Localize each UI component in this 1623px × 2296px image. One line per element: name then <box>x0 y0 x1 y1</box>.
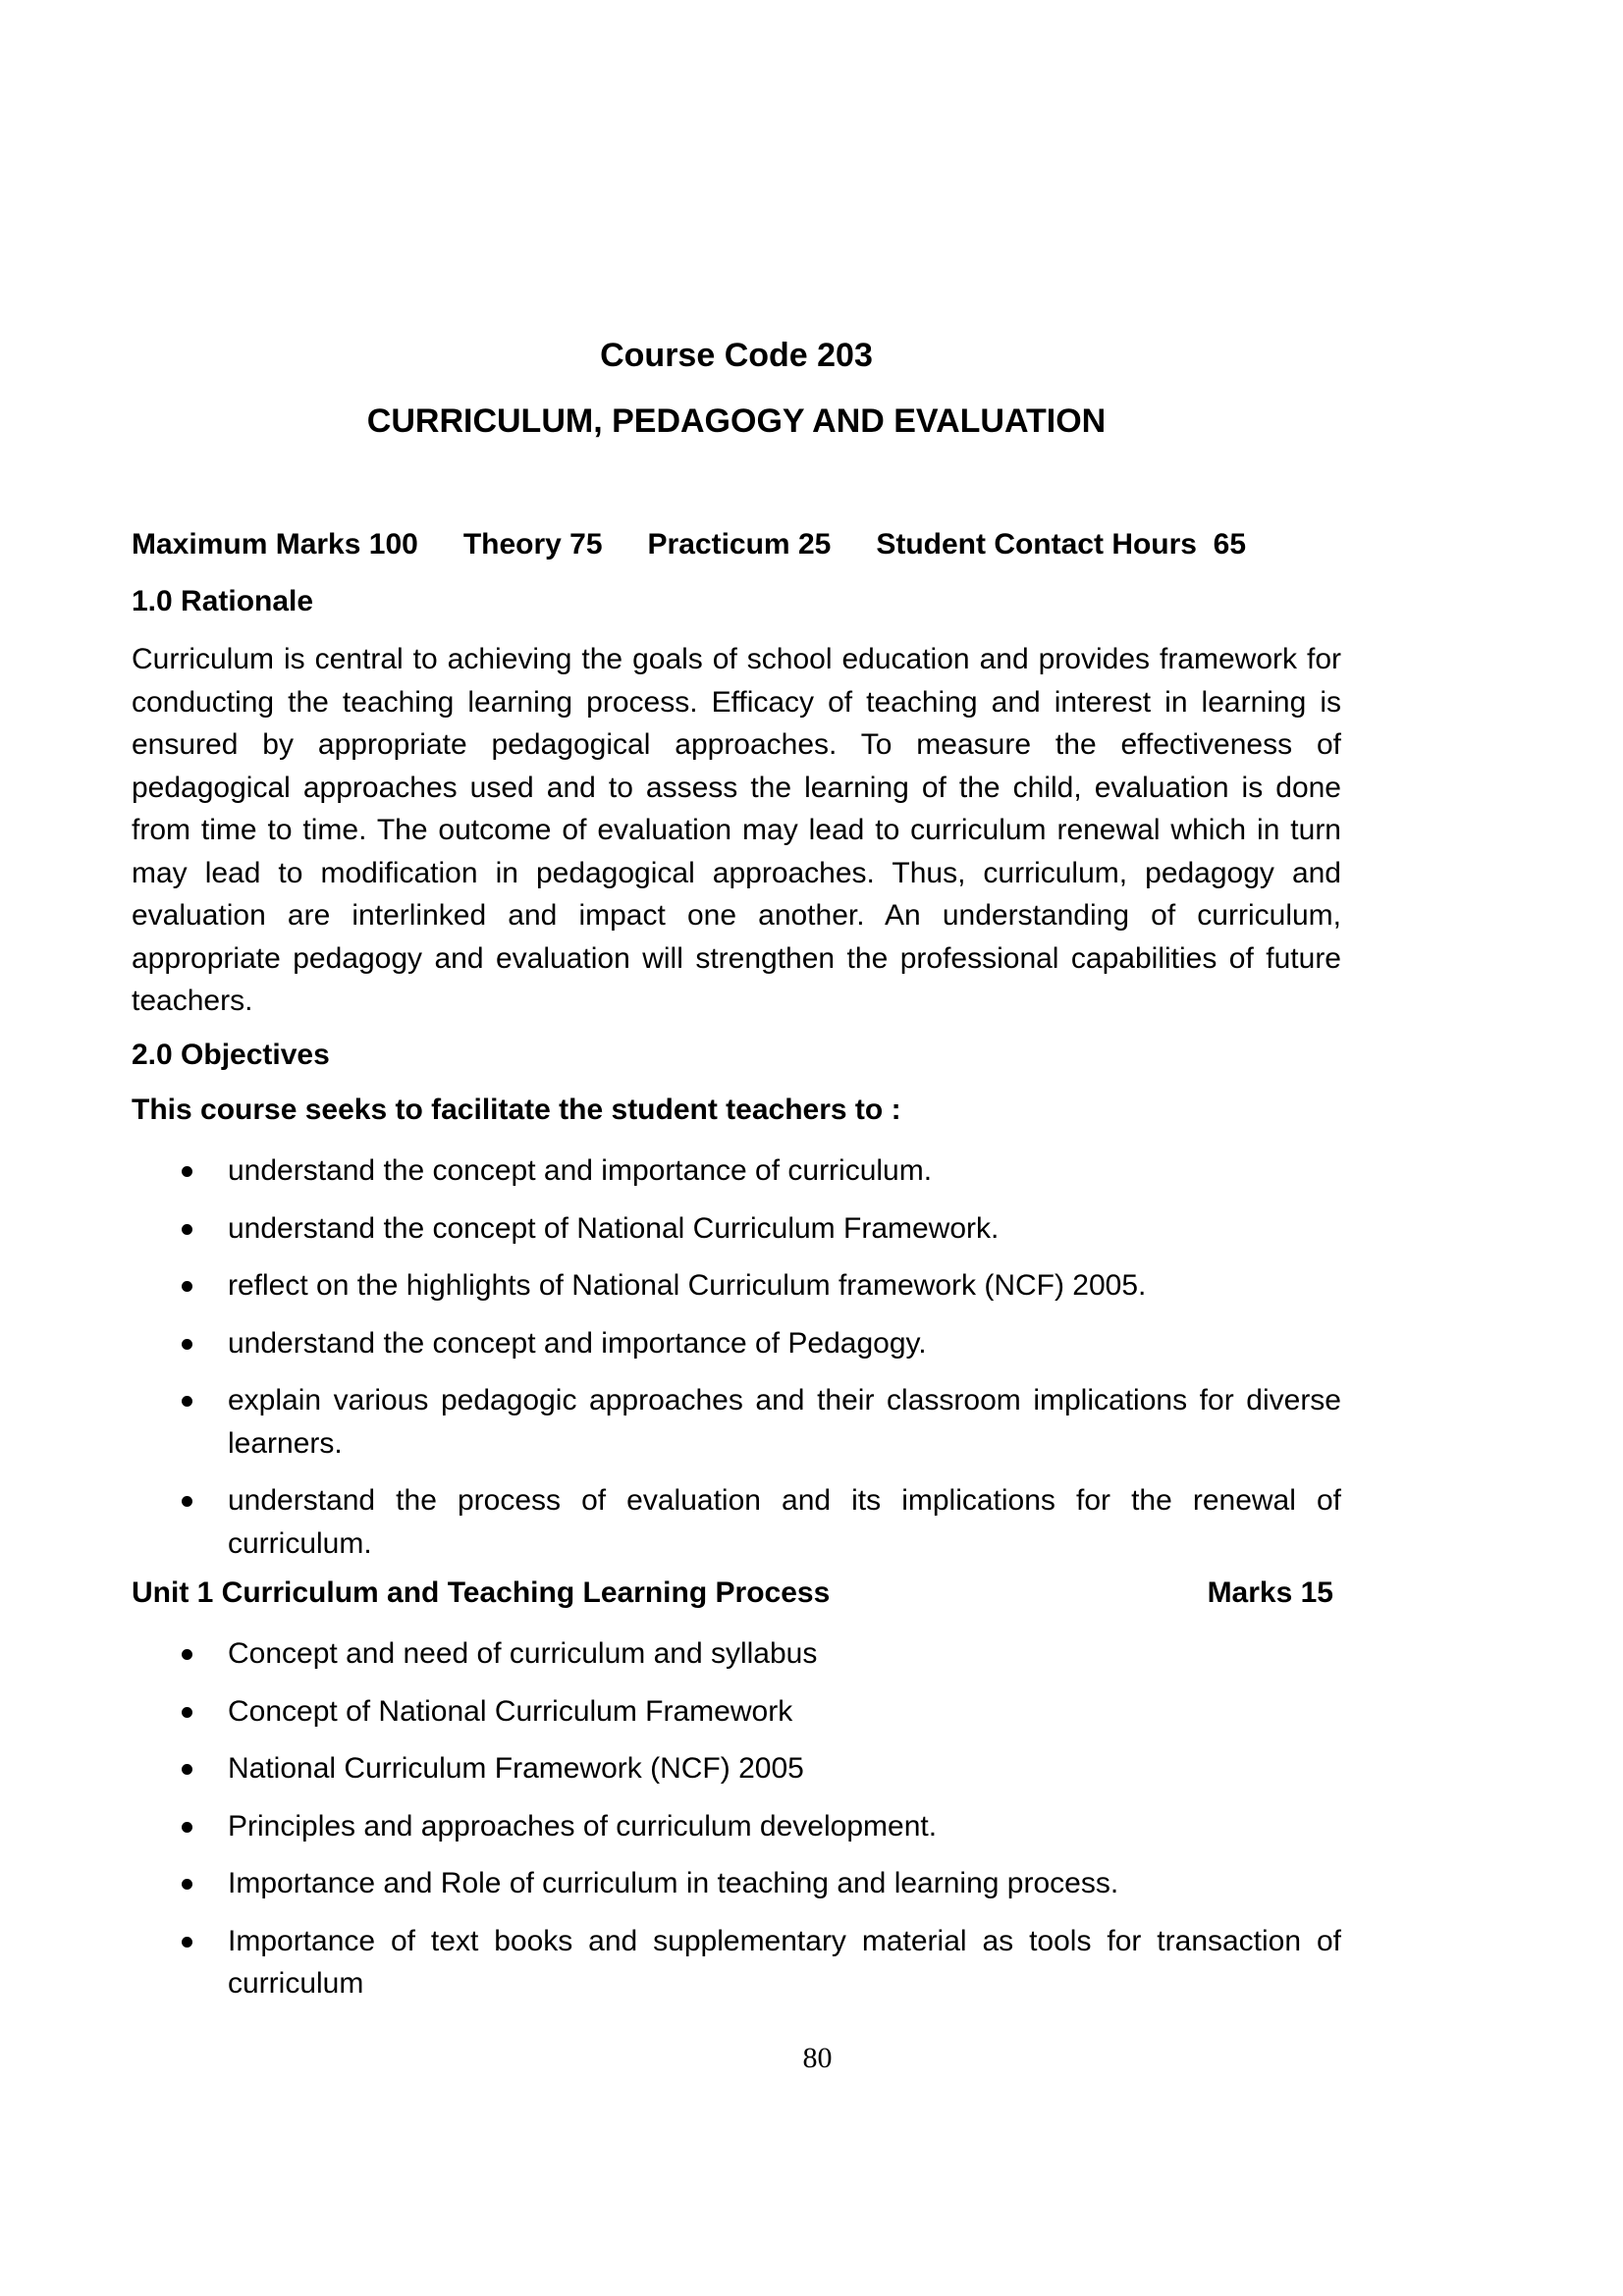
bullet-icon <box>182 1396 192 1407</box>
maximum-marks: Maximum Marks 100 <box>132 528 418 561</box>
unit-1-title: Unit 1 Curriculum and Teaching Learning Process <box>132 1576 831 1609</box>
bullet-icon <box>182 1764 192 1775</box>
objective-item: understand the process of evaluation and its implications for the renewal of curriculum. <box>132 1479 1341 1565</box>
bullet-icon <box>182 1649 192 1660</box>
marks-summary-line <box>132 528 1349 561</box>
page-number: 80 <box>802 2042 833 2074</box>
bullet-icon <box>182 1281 192 1292</box>
bullet-icon <box>182 1339 192 1350</box>
topic-item: National Curriculum Framework (NCF) 2005 <box>132 1747 1341 1790</box>
unit-1-topics-list <box>132 1632 1341 2005</box>
bullet-icon <box>182 1496 192 1507</box>
rationale-paragraph: Curriculum is central to achieving the goals of school education and provides framework for conducting the teaching learning process. Efficacy of teaching and interest in learning is ensured by appropriate pedagogical approaches. To measure the effectiveness of pedagogical approaches used and to assess the learning of the child, evaluation is done from time to time. The outcome of evaluation may lead to curriculum renewal which in turn may lead to modification in pedagogical approaches. Thus, curriculum, pedagogy and evaluation are interlinked and impact one another. An understanding of curriculum, appropriate pedagogy and evaluation will strengthen the professional capabilities of future teachers. <box>132 643 1341 1017</box>
course-title-heading: CURRICULUM, PEDAGOGY AND EVALUATION <box>366 402 1107 440</box>
bullet-icon <box>182 1937 192 1948</box>
contact-hours: Student Contact Hours 65 <box>876 528 1247 561</box>
objective-item: understand the concept and importance of Pedagogy. <box>132 1322 1341 1365</box>
practicum-marks: Practicum 25 <box>647 528 832 561</box>
objectives-heading: 2.0 Objectives <box>132 1039 330 1071</box>
bullet-icon <box>182 1822 192 1833</box>
topic-item: Concept and need of curriculum and syllabus <box>132 1632 1341 1676</box>
topic-item: Importance and Role of curriculum in teaching and learning process. <box>132 1862 1341 1905</box>
unit-1-heading <box>132 1576 1341 1610</box>
objective-item: understand the concept and importance of curriculum. <box>132 1149 1341 1193</box>
bullet-icon <box>182 1224 192 1235</box>
bullet-icon <box>182 1707 192 1718</box>
objectives-list <box>132 1149 1341 1565</box>
course-code-heading: Course Code 203 <box>600 337 873 374</box>
topic-item: Concept of National Curriculum Framework <box>132 1690 1341 1734</box>
bullet-icon <box>182 1166 192 1177</box>
theory-marks: Theory 75 <box>462 528 603 561</box>
bullet-icon <box>182 1879 192 1890</box>
unit-1-marks: Marks 15 <box>1207 1576 1333 1609</box>
objective-item: reflect on the highlights of National Curriculum framework (NCF) 2005. <box>132 1264 1341 1308</box>
topic-item: Importance of text books and supplementary material as tools for transaction of curriculum <box>132 1920 1341 2005</box>
objective-item: explain various pedagogic approaches and their classroom implications for diverse learners. <box>132 1379 1341 1465</box>
topic-item: Principles and approaches of curriculum development. <box>132 1805 1341 1848</box>
rationale-heading: 1.0 Rationale <box>132 585 314 617</box>
objectives-lead-text: This course seeks to facilitate the student teachers to : <box>132 1094 901 1126</box>
objective-item: understand the concept of National Curriculum Framework. <box>132 1207 1341 1251</box>
